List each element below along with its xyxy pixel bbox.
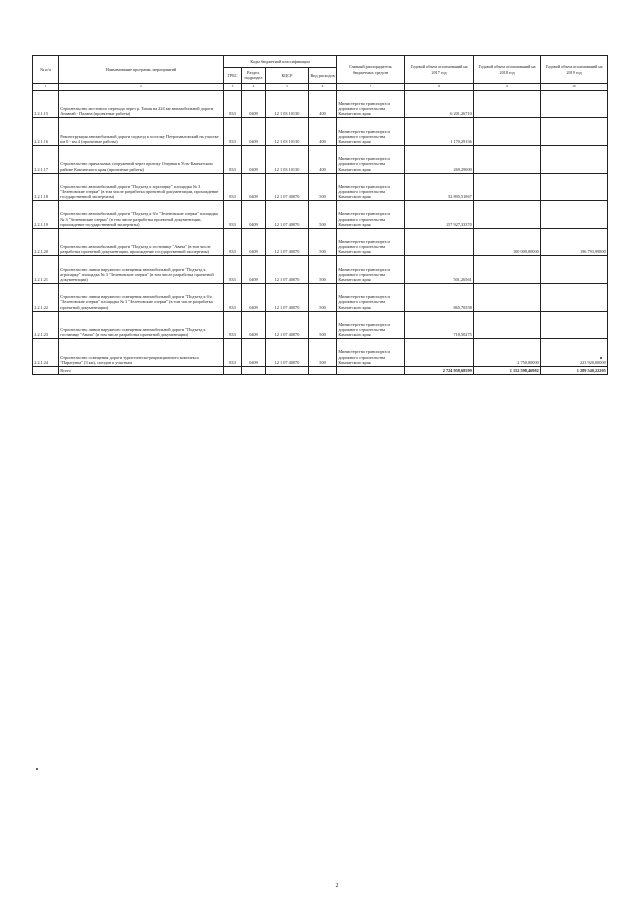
row-manager: Министерство транспорта и дорожного строительства Камчатского края	[337, 201, 405, 229]
row-y2017: 501,26561	[405, 256, 474, 284]
row-y2017: 157 927,33370	[405, 201, 474, 229]
header-name: Наименование программ, мероприятий	[59, 56, 224, 84]
header-y2017: Годовой объем ассигнований на 2017 год	[405, 56, 474, 84]
row-y2018	[474, 173, 541, 201]
row-manager: Министерство транспорта и дорожного строительства Камчатского края	[337, 118, 405, 146]
row-program-name: Строительство мостового перехода через р. Тихая на 224 км автомобильной дороги Анавгай - Палана (проектные работы)	[59, 90, 224, 118]
row-section: 0409	[242, 311, 266, 339]
row-ksr: 12 1 07 40070	[266, 201, 309, 229]
header-ksr: КЦСР	[266, 67, 309, 84]
row-ksr: 12 1 03 10130	[266, 145, 309, 173]
row-manager: Министерство транспорта и дорожного строительства Камчатского края	[337, 228, 405, 256]
row-manager: Министерство транспорта и дорожного строительства Камчатского края	[337, 256, 405, 284]
total-empty-cell	[309, 366, 337, 374]
row-grbs: 833	[224, 173, 242, 201]
column-index: 10	[541, 84, 608, 91]
table-row	[33, 339, 608, 367]
row-grbs: 833	[224, 118, 242, 146]
total-y2019: 1 289 540,22205	[541, 366, 608, 374]
page-number: 2	[335, 883, 339, 889]
row-number: 2.2.1.21	[33, 256, 59, 284]
header-row-top	[33, 56, 608, 68]
row-ksr: 12 1 03 10130	[266, 118, 309, 146]
row-grbs: 833	[224, 145, 242, 173]
row-y2019	[541, 256, 608, 284]
row-number: 2.2.1.22	[33, 283, 59, 311]
row-y2019	[541, 201, 608, 229]
column-index: 1	[33, 84, 59, 91]
table-row	[33, 311, 608, 339]
row-vid: 500	[309, 256, 337, 284]
table-row	[33, 256, 608, 284]
row-y2019	[541, 311, 608, 339]
budget-table	[32, 55, 608, 375]
row-grbs: 833	[224, 90, 242, 118]
total-num-cell	[33, 366, 59, 374]
row-y2018	[474, 256, 541, 284]
total-empty-cell	[266, 366, 309, 374]
total-row	[33, 366, 608, 374]
row-y2018: 100 000,00000	[474, 228, 541, 256]
row-grbs: 833	[224, 201, 242, 229]
row-y2017: 710,50275	[405, 311, 474, 339]
row-manager: Министерство транспорта и дорожного строительства Камчатского края	[337, 90, 405, 118]
row-vid: 500	[309, 173, 337, 201]
header-vid: Вид расходов	[309, 67, 337, 84]
row-vid: 500	[309, 283, 337, 311]
row-program-name: Строительство автомобильной дороги "Подъезд к агропарку" площадка № 3 "Зеленовские озерки" (в том числе разработка проектной документации, прохождение государственной экспертизы)	[59, 173, 224, 201]
table-row	[33, 201, 608, 229]
header-grbs: ГРБС	[224, 67, 242, 84]
row-number: 2.2.1.19	[33, 201, 59, 229]
row-vid: 500	[309, 311, 337, 339]
row-y2017: 865,70558	[405, 283, 474, 311]
row-y2018: 2 750,00000	[474, 339, 541, 367]
row-manager: Министерство транспорта и дорожного строительства Камчатского края	[337, 145, 405, 173]
row-y2017: 6 201,26710	[405, 90, 474, 118]
header-codes-group: Коды бюджетной классификации	[224, 56, 337, 68]
row-program-name: Реконструкция автомобильной дороги подъезд к поселку Петропавловский на участке км 0 - км 4 (проектные работы)	[59, 118, 224, 146]
row-grbs: 833	[224, 339, 242, 367]
row-y2019: 223 920,00000	[541, 339, 608, 367]
table-row	[33, 173, 608, 201]
column-index: 4	[242, 84, 266, 91]
row-y2017: 1 170,29136	[405, 118, 474, 146]
row-y2018	[474, 145, 541, 173]
table-body	[33, 90, 608, 366]
total-y2017: 2 724 958,68599	[405, 366, 474, 374]
row-number: 2.2.1.17	[33, 145, 59, 173]
row-section: 0409	[242, 228, 266, 256]
total-empty-cell	[224, 366, 242, 374]
row-y2017	[405, 339, 474, 367]
column-index: 6	[309, 84, 337, 91]
row-program-name: Строительство линии наружного освещения автомобильной дороги "Подъезд к гостинице "Авача" (в том числе разработка проектной документации)	[59, 311, 224, 339]
row-y2019: 196 793,99800	[541, 228, 608, 256]
row-vid: 400	[309, 118, 337, 146]
row-y2018	[474, 90, 541, 118]
column-index-row	[33, 84, 608, 91]
row-number: 2.2.1.16	[33, 118, 59, 146]
row-section: 0409	[242, 90, 266, 118]
row-program-name: Строительство линии наружного освещения автомобильной дороги "Подъезд к агропарку" площадка № 3 "Зеленовские озерки" (в том числе разработка проектной документации)	[59, 256, 224, 284]
row-ksr: 12 1 07 40070	[266, 339, 309, 367]
row-y2018	[474, 118, 541, 146]
header-manager: Главный распорядитель бюджетных средств	[337, 56, 405, 84]
row-number: 2.2.1.20	[33, 228, 59, 256]
row-program-name: Строительство автомобильной дороги "Подъезд к б/о "Зеленовские озерки" площадка № 3 "Зеленовские озерки" (в том числе разработка проектной документации, прохождение государственной экспертизы)	[59, 201, 224, 229]
row-section: 0409	[242, 173, 266, 201]
header-num: № п/п	[33, 56, 59, 84]
row-ksr: 12 1 07 40070	[266, 283, 309, 311]
row-vid: 400	[309, 90, 337, 118]
scan-speck	[600, 357, 602, 359]
row-section: 0409	[242, 283, 266, 311]
row-number: 2.2.1.18	[33, 173, 59, 201]
row-program-name: Строительство автомобильной дороги "Подъезд к гостинице "Авача" (в том числе разработка проектной документации, прохождение государственной экспертизы)	[59, 228, 224, 256]
column-index: 9	[474, 84, 541, 91]
row-vid: 500	[309, 228, 337, 256]
table-row	[33, 145, 608, 173]
row-ksr: 12 1 07 40070	[266, 256, 309, 284]
row-section: 0409	[242, 339, 266, 367]
header-y2019: Годовой объем ассигнований на 2019 год	[541, 56, 608, 84]
total-y2018: 1 152 598,46982	[474, 366, 541, 374]
row-manager: Министерство транспорта и дорожного строительства Камчатского края	[337, 339, 405, 367]
scan-speck	[36, 768, 38, 770]
row-program-name: Строительство освещения дороги туристическо-рекреационного комплекса "Паратунка" (3 км), съездов к участкам	[59, 339, 224, 367]
row-grbs: 833	[224, 228, 242, 256]
row-grbs: 833	[224, 283, 242, 311]
row-vid: 400	[309, 145, 337, 173]
row-ksr: 12 1 07 40070	[266, 311, 309, 339]
row-ksr: 12 1 07 40070	[266, 228, 309, 256]
row-section: 0409	[242, 201, 266, 229]
total-empty-cell	[242, 366, 266, 374]
row-y2019	[541, 145, 608, 173]
row-grbs: 833	[224, 311, 242, 339]
table-row	[33, 228, 608, 256]
total-label: Всего	[59, 366, 224, 374]
row-y2018	[474, 201, 541, 229]
row-manager: Министерство транспорта и дорожного строительства Камчатского края	[337, 173, 405, 201]
row-program-name: Строительство линии наружного освещения автомобильной дороги "Подъезд к б/о "Зеленовские озерки" площадка № 3 "Зеленовские озерки" (в том числе разработка проектной документации)	[59, 283, 224, 311]
row-y2017: 269,29000	[405, 145, 474, 173]
row-number: 2.2.1.24	[33, 339, 59, 367]
row-section: 0409	[242, 145, 266, 173]
row-vid: 500	[309, 201, 337, 229]
row-y2018	[474, 311, 541, 339]
row-vid: 500	[309, 339, 337, 367]
table-row	[33, 90, 608, 118]
row-section: 0409	[242, 256, 266, 284]
header-y2018: Годовой объем ассигнований на 2018 год	[474, 56, 541, 84]
row-y2019	[541, 283, 608, 311]
column-index: 7	[337, 84, 405, 91]
header-section: Раздел, подраздел	[242, 67, 266, 84]
total-empty-cell	[337, 366, 405, 374]
row-program-name: Строительство причальных сооружений через протоку Озерная в Усть-Камчатском районе Камчатского края (проектные работы)	[59, 145, 224, 173]
row-section: 0409	[242, 118, 266, 146]
table-row	[33, 118, 608, 146]
row-ksr: 12 1 03 10130	[266, 90, 309, 118]
row-y2017: 52 895,51867	[405, 173, 474, 201]
row-y2019	[541, 118, 608, 146]
row-manager: Министерство транспорта и дорожного строительства Камчатского края	[337, 311, 405, 339]
row-number: 2.2.1.15	[33, 90, 59, 118]
row-ksr: 12 1 07 40070	[266, 173, 309, 201]
column-index: 8	[405, 84, 474, 91]
row-y2019	[541, 173, 608, 201]
column-index: 2	[59, 84, 224, 91]
row-y2019	[541, 90, 608, 118]
column-index: 5	[266, 84, 309, 91]
document-sheet	[32, 55, 607, 375]
row-manager: Министерство транспорта и дорожного строительства Камчатского края	[337, 283, 405, 311]
row-number: 2.2.1.23	[33, 311, 59, 339]
row-grbs: 833	[224, 256, 242, 284]
table-row	[33, 283, 608, 311]
row-y2017	[405, 228, 474, 256]
column-index: 3	[224, 84, 242, 91]
row-y2018	[474, 283, 541, 311]
